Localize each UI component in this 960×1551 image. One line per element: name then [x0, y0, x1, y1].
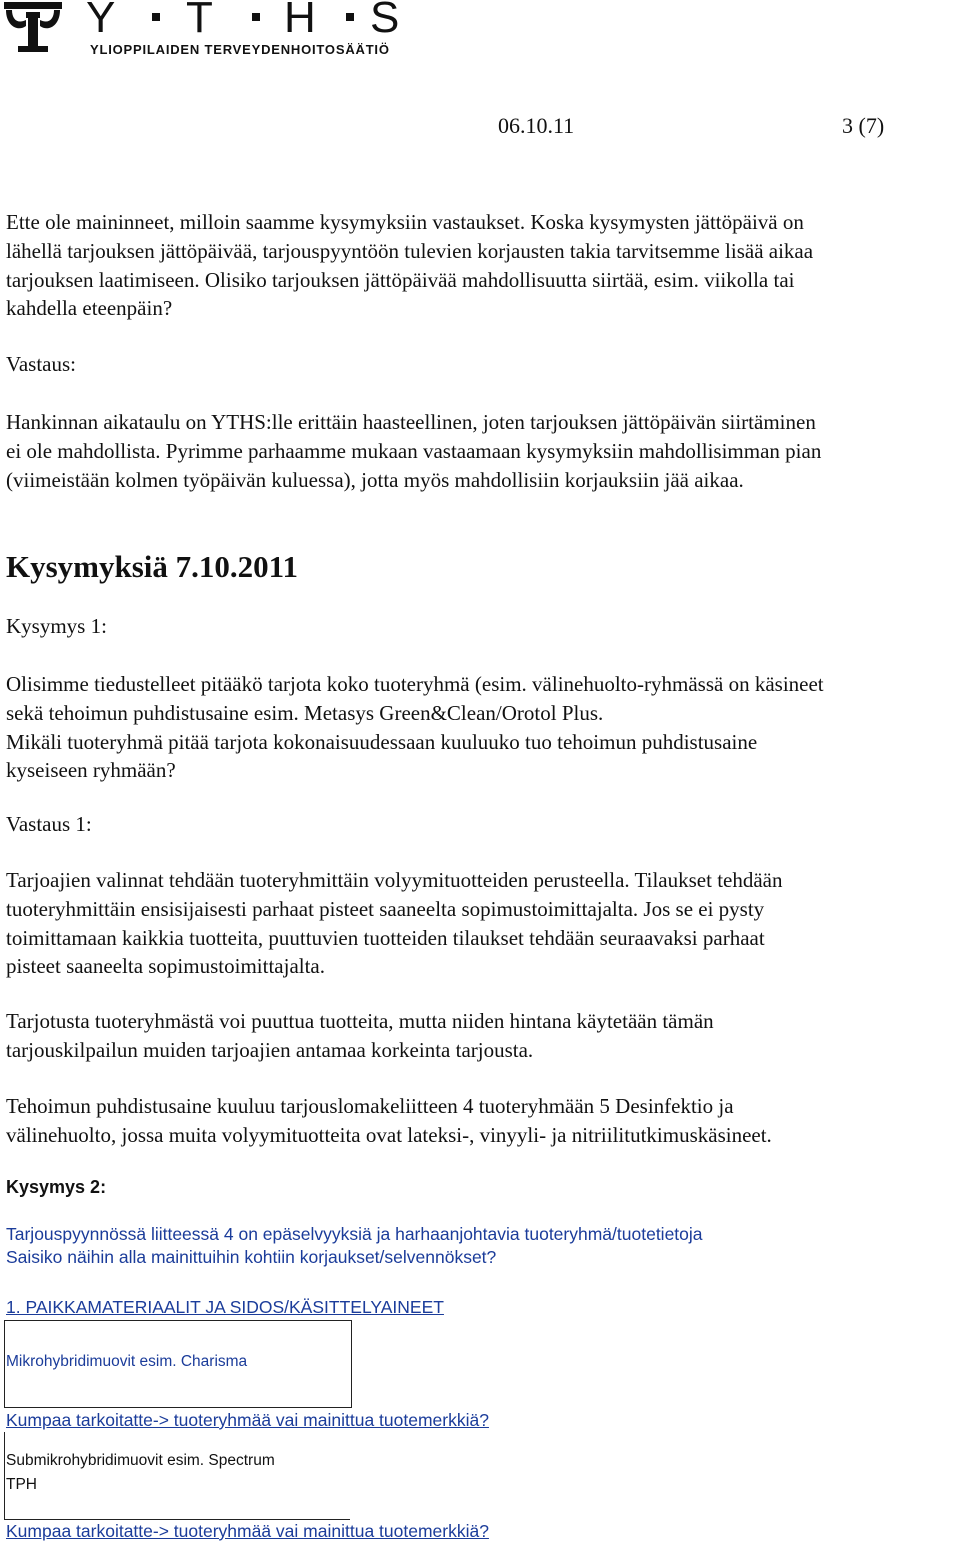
logo-letter-h: H: [284, 0, 316, 42]
text-line: Mikäli tuoteryhmä pitää tarjota kokonaisuudessaan kuuluuko tuo tehoimun puhdistusaine: [6, 729, 758, 754]
logo-wordmark: [86, 0, 406, 40]
section-heading-link[interactable]: 1. PAIKKAMATERIAALIT JA SIDOS/KÄSITTELYAINEET: [6, 1297, 444, 1317]
text-line: Tarjotusta tuoteryhmästä voi puuttua tuotteita, mutta niiden hintana käytetään tämän: [6, 1009, 714, 1033]
product-item-label: TPH: [6, 1476, 37, 1493]
logo-subtitle: YLIOPPILAIDEN TERVEYDENHOITOSÄÄTIÖ: [90, 42, 390, 57]
yths-column-logo-icon: [4, 2, 62, 52]
text-line: tuoteryhmittäin ensisijaisesti parhaat pisteet saaneelta sopimustoimittajalta. Jos se ei pysty: [6, 896, 765, 921]
text-line: toimittamaan kaikkia tuotteita, puuttuvien tuotteiden tilaukset tehdään seuraavaksi parhaat: [6, 925, 765, 950]
table-border-horizontal: [4, 1519, 350, 1520]
logo-separator-dot: [346, 13, 354, 21]
question-1-heading: Kysymys 1:: [6, 614, 107, 638]
question-link[interactable]: Kumpaa tarkoitatte-> tuoteryhmää vai mainittua tuotemerkkiä?: [6, 1410, 489, 1430]
text-line: ei ole mahdollista. Pyrimme parhaamme mukaan vastaamaan kysymyksiin mahdollisimman pian: [6, 438, 822, 463]
answer-1-heading: Vastaus 1:: [6, 812, 92, 836]
page-number: 3 (7): [842, 113, 885, 138]
text-line: Ette ole maininneet, milloin saamme kysymyksiin vastaukset. Koska kysymysten jättöpäivä on: [6, 210, 804, 234]
product-item-label: Mikrohybridimuovit esim. Charisma: [6, 1353, 248, 1370]
text-line: kyseiseen ryhmään?: [6, 758, 176, 783]
text-line: (viimeistään kolmen työpäivän kuluessa), jotta myös mahdollisiin korjauksiin jää aikaa.: [6, 467, 744, 492]
header-date: 06.10.11: [498, 113, 575, 138]
logo-letter-s: S: [370, 0, 400, 42]
question-link[interactable]: Kumpaa tarkoitatte-> tuoteryhmää vai mainittua tuotemerkkiä?: [6, 1521, 489, 1541]
text-line: pisteet saaneelta sopimustoimittajalta.: [6, 954, 325, 979]
text-line: Olisimme tiedustelleet pitääkö tarjota koko tuoteryhmä (esim. välinehuolto-ryhmässä on käsineet: [6, 672, 824, 696]
logo-letter-t: T: [186, 0, 213, 42]
answer-paragraph: [6, 408, 958, 494]
answer-heading: Vastaus:: [6, 352, 76, 376]
question-2-heading: Kysymys 2:: [6, 1177, 107, 1197]
text-line: välinehuolto, jossa muita volyymituotteita ovat lateksi-, vinyyli- ja nitriilitutkimuskäsineet.: [6, 1122, 772, 1147]
answer-1-paragraph-1: [6, 866, 958, 981]
answer-1-paragraph-2: [6, 1007, 958, 1065]
intro-paragraph: [6, 208, 958, 323]
text-line: Saisiko näihin alla mainittuihin kohtiin korjaukset/selvennökset?: [6, 1247, 497, 1267]
text-line: tarjouksen laatimiseen. Olisiko tarjouksen jättöpäivää mahdollisuutta siirtää, esim. viikolla tai: [6, 267, 795, 292]
text-line: sekä tehoimun puhdistusaine esim. Metasys Green&Clean/Orotol Plus.: [6, 700, 604, 725]
text-line: tarjouskilpailun muiden tarjoajien antamaa korkeinta tarjousta.: [6, 1037, 534, 1062]
text-line: Tehoimun puhdistusaine kuuluu tarjouslomakeliitteen 4 tuoteryhmään 5 Desinfektio ja: [6, 1094, 734, 1118]
logo-letter-y: Y: [86, 0, 116, 42]
question-2-text: [6, 1223, 703, 1269]
text-line: Tarjoajien valinnat tehdään tuoteryhmittäin volyymituotteiden perusteella. Tilaukset tehdään: [6, 868, 783, 892]
table-border-vertical: [4, 1432, 5, 1520]
text-line: Tarjouspyynnössä liitteessä 4 on epäselvyyksiä ja harhaanjohtavia tuoteryhmä/tuotetietoja: [6, 1224, 703, 1244]
text-line: Hankinnan aikataulu on YTHS:lle erittäin haasteellinen, joten tarjouksen jättöpäivän siirtäminen: [6, 410, 816, 434]
product-item-label: Submikrohybridimuovit esim. Spectrum: [6, 1452, 275, 1469]
text-line: lähellä tarjouksen jättöpäivää, tarjouspyyntöön tulevien korjausten takia tarvitsemme lisää aikaa: [6, 238, 814, 263]
logo-separator-dot: [252, 13, 260, 21]
question-1-text: [6, 670, 958, 785]
section-title: Kysymyksiä 7.10.2011: [6, 549, 298, 584]
logo-separator-dot: [152, 13, 160, 21]
answer-1-paragraph-3: [6, 1092, 958, 1150]
text-line: kahdella eteenpäin?: [6, 296, 173, 321]
